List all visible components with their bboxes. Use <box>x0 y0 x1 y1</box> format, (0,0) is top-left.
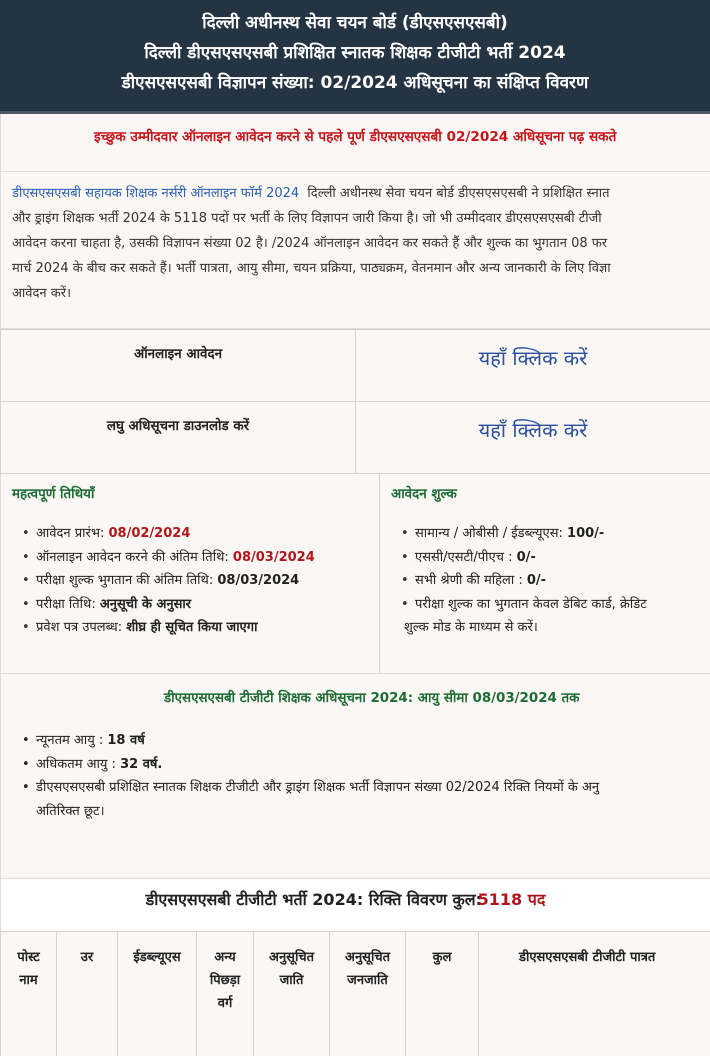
date-value: शीघ्र ही सूचित किया जाएगा <box>126 620 258 635</box>
link-label: ऑनलाइन आवेदन <box>0 330 356 401</box>
link-row-apply-online <box>0 330 710 402</box>
col-total <box>406 932 479 1056</box>
fees-list <box>391 522 710 616</box>
col-ur-line-1: उर <box>80 950 94 965</box>
intro-section <box>0 172 710 329</box>
age-relaxation <box>12 776 710 800</box>
intro-line-5: आवेदन करें। <box>12 286 71 301</box>
date-label: परीक्षा तिथि: <box>36 596 100 612</box>
date-label: आवेदन प्रारंभ: <box>36 526 109 541</box>
apply-online-link[interactable]: यहाँ क्लिक करें <box>478 346 588 370</box>
intro-line-4: मार्च 2024 के बीच कर सकते हैं। भर्ती पात्रता, आयु सीमा, चयन प्रक्रिया, पाठ्यक्रम, वेतनमान और अन्य जानकारी के लिए विज्ञा <box>12 261 611 276</box>
date-item <box>12 616 379 640</box>
short-notice-download-link[interactable]: यहाँ क्लिक करें <box>478 418 588 442</box>
fee-item <box>391 546 710 570</box>
intro-line-2: और ड्राइंग शिक्षक भर्ती 2024 के 5118 पदों पर भर्ती के लिए विज्ञापन जारी किया है। जो भी उम्मीदवार डीएसएसएसबी टीजी <box>12 211 602 226</box>
dates-list <box>12 522 379 640</box>
col-obc-line-1: अन्य <box>214 950 236 965</box>
application-fee <box>380 474 710 673</box>
col-st-line-2: जनजाति <box>347 973 388 988</box>
link-label: लघु अधिसूचना डाउनलोड करें <box>0 402 356 473</box>
age-min-label: न्यूनतम आयु : <box>36 733 108 748</box>
date-label: ऑनलाइन आवेदन करने की अंतिम तिथि: <box>36 549 233 565</box>
col-ur <box>57 932 118 1056</box>
age-max <box>12 753 710 777</box>
age-limit-title: डीएसएसएसबी टीजीटी शिक्षक अधिसूचना 2024: आयु सीमा 08/03/2024 तक <box>164 691 580 706</box>
header-title: दिल्ली अधीनस्थ सेवा चयन बोर्ड (डीएसएसएसबी) <box>202 13 508 33</box>
date-item <box>12 593 379 617</box>
intro-line-1-text: दिल्ली अधीनस्थ सेवा चयन बोर्ड डीएसएसएसबी ने प्रशिक्षित स्नात <box>299 186 610 201</box>
page-header <box>0 0 710 114</box>
date-value: अनुसूची के अनुसार <box>99 596 192 612</box>
col-post-name <box>1 932 57 1056</box>
col-post-name-line-1: पोस्ट <box>17 950 40 965</box>
age-min <box>12 729 710 753</box>
fee-value: 0/- <box>526 573 547 588</box>
notice-text: इच्छुक उम्मीदवार ऑनलाइन आवेदन करने से पहले पूर्ण डीएसएसएसबी 02/2024 अधिसूचना पढ़ सकते <box>94 129 617 145</box>
age-limit-section <box>0 674 710 879</box>
vacancy-table-header <box>0 931 710 1056</box>
age-min-value: 18 वर्ष <box>107 733 145 748</box>
fee-label: एससी/एसटी/पीएच : <box>415 549 517 565</box>
date-item <box>12 569 379 593</box>
col-st-line-1: अनुसूचित <box>345 950 390 965</box>
dates-fees-section <box>0 474 710 674</box>
date-item <box>12 546 379 570</box>
important-dates-title: महत्वपूर्ण तिथियाँ <box>12 487 95 502</box>
vacancy-total: 5118 पद <box>477 890 546 909</box>
links-table <box>0 329 710 474</box>
fee-note-line-2: शुल्क मोड के माध्यम से करें। <box>404 620 538 635</box>
age-max-label: अधिकतम आयु : <box>36 756 121 772</box>
fee-note-line-1: परीक्षा शुल्क का भुगतान केवल डेबिट कार्ड, क्रेडिट <box>415 596 647 612</box>
col-eligibility <box>479 932 710 1056</box>
fee-item <box>391 569 710 593</box>
vacancy-title-text: डीएसएसएसबी टीजीटी भर्ती 2024: रिक्ति विवरण कुल: <box>145 890 488 909</box>
intro-line-1 <box>12 181 710 206</box>
age-relaxation-line-1: डीएसएसएसबी प्रशिक्षित स्नातक शिक्षक टीजीटी और ड्राइंग शिक्षक भर्ती विज्ञापन संख्या 02/2024 रिक्ति नियमों के अनु <box>36 780 600 795</box>
link-row-short-notice <box>0 402 710 474</box>
col-obc-line-3: वर्ग <box>217 996 233 1011</box>
fee-value: 100/- <box>567 526 605 541</box>
col-total-line-1: कुल <box>432 950 452 965</box>
col-sc-line-1: अनुसूचित <box>269 950 314 965</box>
notice-banner <box>0 114 710 172</box>
fee-value: 0/- <box>516 549 536 565</box>
important-dates <box>1 474 380 673</box>
col-obc-line-2: पिछड़ा <box>209 973 241 988</box>
date-value: 08/03/2024 <box>217 573 300 588</box>
date-item <box>12 522 379 546</box>
header-subtitle: दिल्ली डीएसएसएसबी प्रशिक्षित स्नातक शिक्षक टीजीटी भर्ती 2024 <box>144 43 566 63</box>
date-value: 08/03/2024 <box>232 549 315 565</box>
col-obc <box>197 932 254 1056</box>
date-value: 08/02/2024 <box>108 526 191 541</box>
col-sc-line-2: जाति <box>279 973 304 988</box>
col-ews <box>118 932 197 1056</box>
col-post-name-line-2: नाम <box>19 973 38 988</box>
fee-note <box>391 593 710 617</box>
age-max-value: 32 वर्ष. <box>120 756 163 772</box>
age-list <box>1 729 710 800</box>
intro-link[interactable]: डीएसएसएसबी सहायक शिक्षक नर्सरी ऑनलाइन फॉर्म 2024 <box>12 186 300 201</box>
fee-label: सामान्य / ओबीसी / ईडब्ल्यूएस: <box>415 526 568 541</box>
fee-label: सभी श्रेणी की महिला : <box>415 573 527 588</box>
col-st <box>330 932 406 1056</box>
intro-line-3: आवेदन करना चाहता है, उसकी विज्ञापन संख्या 02 है। /2024 ऑनलाइन आवेदन कर सकते हैं और शुल्क का भुगतान 08 फर <box>12 236 608 251</box>
col-sc <box>254 932 330 1056</box>
fee-item <box>391 522 710 546</box>
vacancy-heading <box>0 879 710 931</box>
date-label: परीक्षा शुल्क भुगतान की अंतिम तिथि: <box>36 573 218 588</box>
col-ews-line-1: ईडब्ल्यूएस <box>133 950 181 965</box>
application-fee-title: आवेदन शुल्क <box>391 487 457 502</box>
col-eligibility-line-1: डीएसएसएसबी टीजीटी पात्रत <box>519 950 656 965</box>
date-label: प्रवेश पत्र उपलब्ध: <box>36 620 127 635</box>
header-advertisement: डीएसएसएसबी विज्ञापन संख्या: 02/2024 अधिसूचना का संक्षिप्त विवरण <box>121 73 589 93</box>
age-relaxation-line-2: अतिरिक्त छूट। <box>36 803 105 819</box>
vacancy-title <box>145 890 546 909</box>
